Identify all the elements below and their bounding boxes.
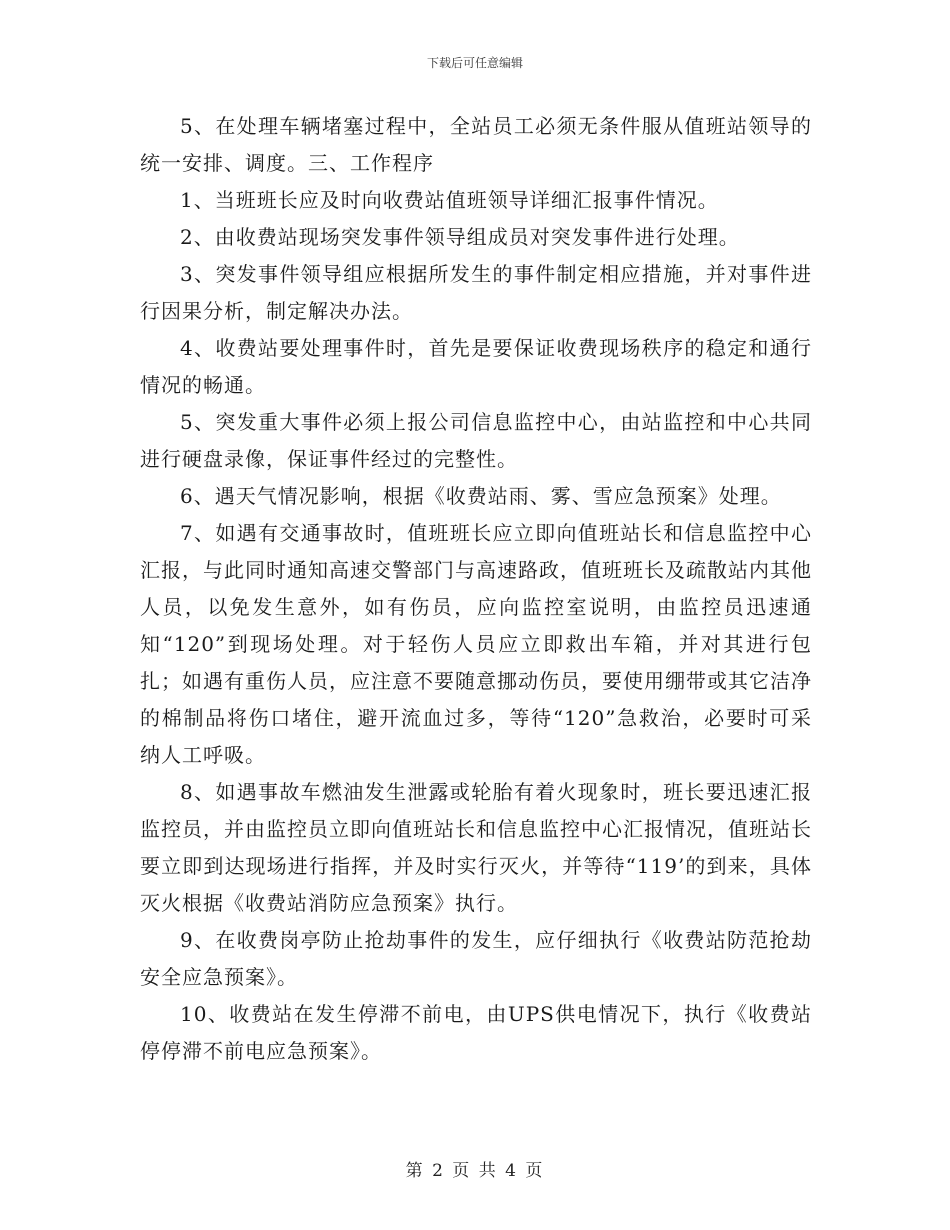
- paragraph: 5、在处理车辆堵塞过程中，全站员工必须无条件服从值班站领导的统一安排、调度。三、工作程序: [140, 114, 812, 175]
- paragraph: 4、收费站要处理事件时，首先是要保证收费现场秩序的稳定和通行情况的畅通。: [140, 336, 812, 397]
- paragraph: 3、突发事件领导组应根据所发生的事件制定相应措施，并对事件进行因果分析，制定解决办法。: [140, 262, 812, 323]
- page-number: 第 2 页 共 4 页: [405, 1161, 545, 1181]
- paragraph: 8、如遇事故车燃油发生泄露或轮胎有着火现象时，班长要迅速汇报监控员，并由监控员立即向值班站长和信息监控中心汇报情况，值班站长要立即到达现场进行指挥，并及时实行灭火，并等待“119’的到来，具体灭火根据《收费站消防应急预案》执行。: [140, 780, 812, 915]
- paragraph: 7、如遇有交通事故时，值班班长应立即向值班站长和信息监控中心汇报，与此同时通知高速交警部门与高速路政，值班班长及疏散站内其他人员，以免发生意外，如有伤员，应向监控室说明，由监控员迅速通知“120”到现场处理。对于轻伤人员应立即救出车箱，并对其进行包扎；如遇有重伤人员，应注意不要随意挪动伤员，要使用绷带或其它洁净的棉制品将伤口堵住，避开流血过多，等待“120”急救治，必要时可采纳人工呼吸。: [140, 521, 812, 767]
- page-header: 下载后可任意编辑: [426, 56, 523, 70]
- paragraph: 6、遇天气情况影响，根据《收费站雨、雾、雪应急预案》处理。: [180, 484, 782, 508]
- paragraph: 2、由收费站现场突发事件领导组成员对突发事件进行处理。: [180, 225, 740, 249]
- paragraph: 5、突发重大事件必须上报公司信息监控中心，由站监控和中心共同进行硬盘录像，保证事件经过的完整性。: [140, 410, 812, 471]
- paragraph: 10、收费站在发生停滞不前电，由UPS供电情况下，执行《收费站停停滞不前电应急预案》。: [140, 1002, 812, 1063]
- document-body: [140, 108, 812, 1070]
- paragraph: 1、当班班长应及时向收费站值班领导详细汇报事件情况。: [180, 188, 719, 212]
- paragraph: 9、在收费岗亭防止抢劫事件的发生，应仔细执行《收费站防范抢劫安全应急预案》。: [140, 928, 812, 989]
